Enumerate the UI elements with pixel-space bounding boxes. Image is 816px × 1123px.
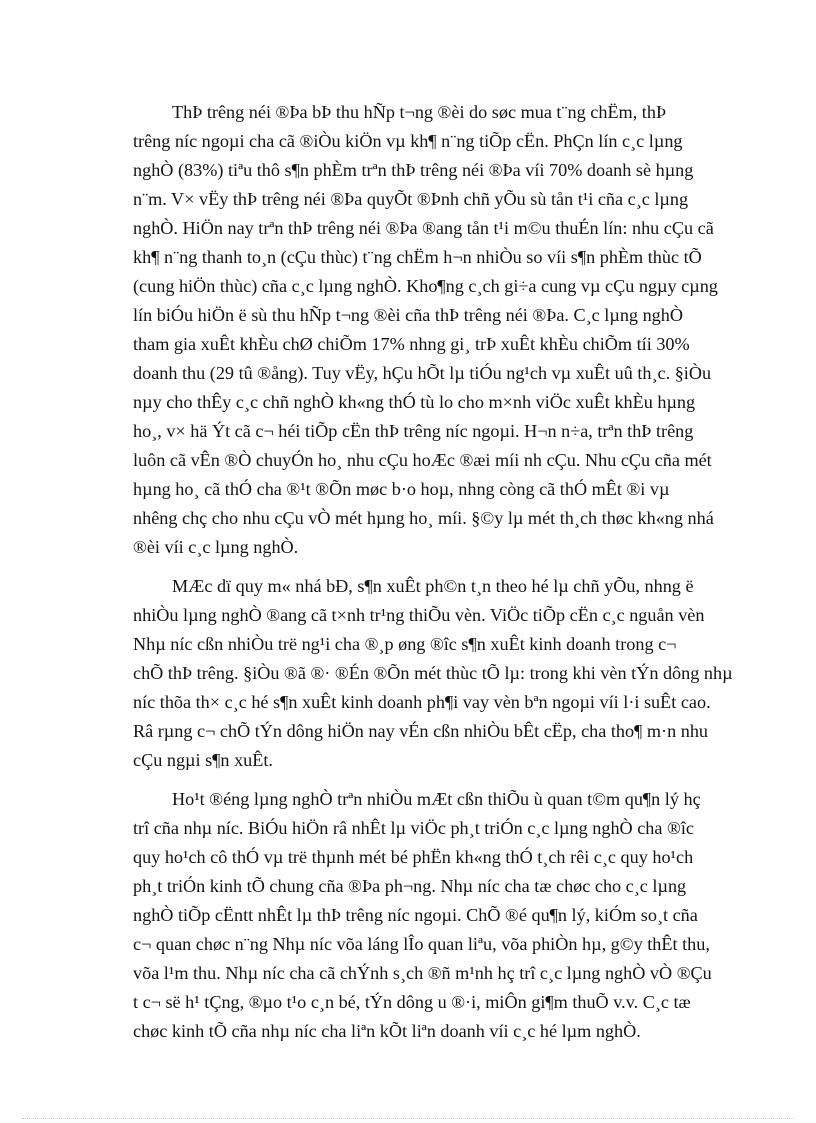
text-line: Râ rµng c¬ chÕ tÝn dông hiÖn nay vÉn cßn nhiÒu bÊt cËp, cha tho¶ m·n nhu: [133, 721, 709, 741]
text-line: níc thõa th× c¸c hé s¶n xuÊt kinh doanh ph¶i vay vèn bªn ngoµi víi l·i suÊt cao.: [133, 692, 711, 712]
text-line: nghÒ. HiÖn nay trªn thÞ trêng néi ®Þa ®ang tån t¹i m©u thuÉn lín: nhu cÇu cã: [133, 218, 714, 238]
text-line: ThÞ trêng néi ®Þa bÞ thu hÑp t¬ng ®èi do søc mua t¨ng chËm, thÞ: [172, 102, 667, 122]
text-line: nhiÒu lµng nghÒ ®ang cã t×nh tr¹ng thiÕu vèn. ViÖc tiÕp cËn c¸c nguån vèn: [133, 605, 705, 625]
paragraph-2: [133, 572, 771, 775]
page-bottom-divider: [22, 1118, 794, 1119]
text-line: Ho¹t ®éng lµng nghÒ trªn nhiÒu mÆt cßn thiÕu ù quan t©m qu¶n lý hç: [172, 789, 701, 809]
paragraph-3: [133, 785, 771, 1046]
paragraph-1: [133, 98, 771, 562]
text-line: kh¶ n¨ng thanh to¸n (cÇu thùc) t¨ng chËm h¬n nhiÒu so víi s¶n phÈm thùc tÕ: [133, 247, 702, 267]
text-line: chøc kinh tÕ cña nhµ níc cha liªn kÕt liªn doanh víi c¸c hé lµm nghÒ.: [133, 1021, 641, 1041]
text-line: trêng níc ngoµi cha cã ®iÒu kiÖn vµ kh¶ n¨ng tiÕp cËn. PhÇn lín c¸c lµng: [133, 131, 683, 151]
text-line: ®èi víi c¸c lµng nghÒ.: [133, 537, 299, 557]
text-line: tham gia xuÊt khÈu chØ chiÕm 17% nhng gi¸ trÞ xuÊt khÈu chiÕm tíi 30%: [133, 334, 690, 354]
text-line: hµng ho¸ cã thÓ cha ®¹t ®Õn møc b·o hoµ, nhng còng cã thÓ mÊt ®i vµ: [133, 479, 670, 499]
text-line: quy ho¹ch cô thÓ vµ trë thµnh mét bé phËn kh«ng thÓ t¸ch rêi c¸c quy ho¹ch: [133, 847, 694, 867]
text-line: doanh thu (29 tû ®ång). Tuy vËy, hÇu hÕt lµ tiÓu ng¹ch vµ xuÊt uû th¸c. §iÒu: [133, 363, 712, 383]
text-line: nghÒ (83%) tiªu thô s¶n phÈm trªn thÞ trêng néi ®Þa víi 70% doanh sè hµng: [133, 160, 694, 180]
text-line: võa l¹m thu. Nhµ níc cha cã chÝnh s¸ch ®ñ m¹nh hç trî c¸c lµng nghÒ vÒ ®Çu: [133, 963, 712, 983]
text-line: ph¸t triÓn kinh tÕ chung cña ®Þa ph¬ng. Nhµ níc cha tæ chøc cho c¸c lµng: [133, 876, 687, 896]
text-line: cÇu ngµi s¶n xuÊt.: [133, 750, 273, 770]
body-text: [133, 98, 771, 1056]
text-line: c¬ quan chøc n¨ng Nhµ níc võa láng lÎo quan liªu, võa phiÒn hµ, g©y thÊt thu,: [133, 934, 710, 954]
text-line: nhêng chç cho nhu cÇu vÒ mét hµng ho¸ míi. §©y lµ mét th¸ch thøc kh«ng nhá: [133, 508, 714, 528]
text-line: (cung hiÖn thùc) cña c¸c lµng nghÒ. Kho¶ng c¸ch gi÷a cung vµ cÇu ngµy cµng: [133, 276, 718, 296]
text-line: Nhµ níc cßn nhiÒu trë ng¹i cha ®¸p øng ®îc s¶n xuÊt kinh doanh trong c¬: [133, 634, 677, 654]
text-line: lín biÓu hiÖn ë sù thu hÑp t¬ng ®èi cña thÞ trêng néi ®Þa. C¸c lµng nghÒ: [133, 305, 683, 325]
text-line: ho¸, v× hä Ýt cã c¬ héi tiÕp cËn thÞ trêng níc ngoµi. H¬n n÷a, trªn thÞ trêng: [133, 421, 694, 441]
text-line: nghÒ tiÕp cËntt nhÊt lµ thÞ trêng níc ngoµi. ChÕ ®é qu¶n lý, kiÓm so¸t cña: [133, 905, 698, 925]
text-line: MÆc dï quy m« nhá bÐ, s¶n xuÊt ph©n t¸n theo hé lµ chñ yÕu, nhng ë: [172, 576, 694, 596]
text-line: trî cña nhµ níc. BiÓu hiÖn râ nhÊt lµ viÖc ph¸t triÓn c¸c lµng nghÒ cha ®îc: [133, 818, 694, 838]
text-line: nµy cho thÊy c¸c chñ nghÒ kh«ng thÓ tù lo cho m×nh viÖc xuÊt khÈu hµng: [133, 392, 696, 412]
text-line: t c¬ së h¹ tÇng, ®µo t¹o c¸n bé, tÝn dông u ®·i, miÔn gi¶m thuÕ v.v. C¸c tæ: [133, 992, 691, 1012]
text-line: chÕ thÞ trêng. §iÒu ®ã ®· ®Én ®Õn mét thùc tÕ lµ: trong khi vèn tÝn dông nhµ: [133, 663, 733, 683]
text-line: n¨m. V× vËy thÞ trêng néi ®Þa quyÕt ®Þnh chñ yÕu sù tån t¹i cña c¸c lµng: [133, 189, 689, 209]
text-line: luôn cã vÊn ®Ò chuyÓn ho¸ nhu cÇu hoÆc ®æi míi nh cÇu. Nhu cÇu cña mét: [133, 450, 712, 470]
